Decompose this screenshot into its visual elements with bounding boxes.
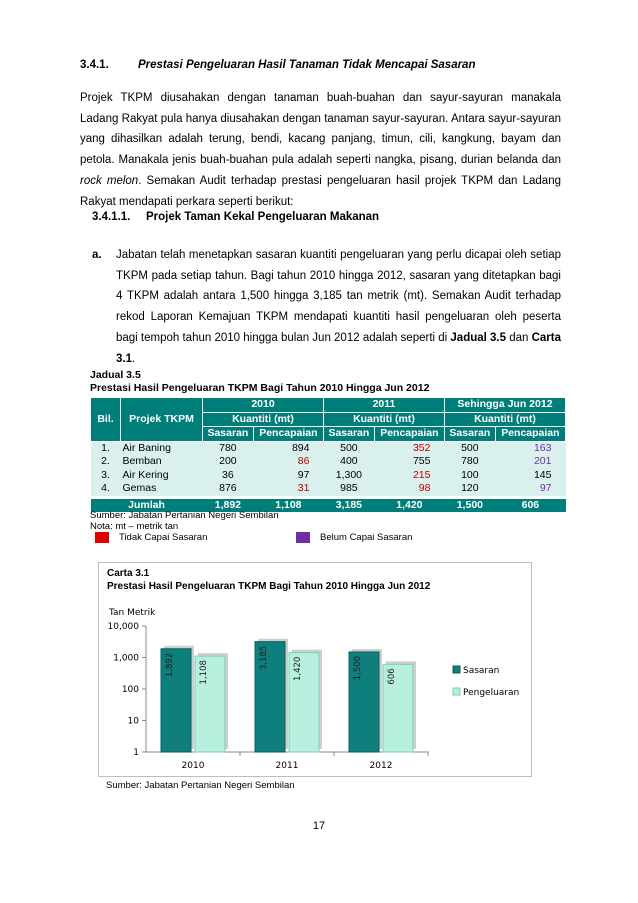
table-notes (90, 510, 279, 532)
chart-title: Prestasi Hasil Pengeluaran TKPM Bagi Tahun 2010 Hingga Jun 2012 (107, 581, 431, 592)
table-cell: 200 (203, 455, 254, 469)
table-label: Jadual 3.5 (90, 369, 141, 381)
table-cell: 894 (253, 441, 323, 455)
item-body (116, 245, 561, 369)
item-letter: a. (92, 249, 102, 261)
header-projek: Projek TKPM (121, 398, 203, 442)
y-tick-label: 100 (121, 685, 139, 695)
table-cell: 876 (203, 482, 254, 497)
row-project-name: Air Baning (121, 441, 203, 455)
table-cell: 31 (253, 482, 323, 497)
table-row (91, 441, 566, 455)
table-note: Nota: mt – metrik tan (90, 521, 179, 532)
header-year: 2011 (323, 398, 444, 413)
data-label: 1,108 (199, 660, 209, 685)
y-tick-label: 1,000 (113, 653, 139, 664)
total-cell: 1,892 (203, 497, 254, 512)
table-cell: 215 (374, 469, 444, 483)
page-number: 17 (312, 820, 326, 832)
y-axis-title: Tan Metrik (109, 608, 156, 618)
header-kuantiti: Kuantiti (mt) (444, 412, 565, 427)
legend-tidak-capai (95, 532, 207, 543)
y-tick-label: 10 (127, 716, 139, 727)
total-cell: 606 (495, 497, 565, 512)
table-cell: 1,300 (323, 469, 374, 483)
total-cell: 3,185 (323, 497, 374, 512)
header-pencapaian: Pencapaian (253, 427, 323, 442)
intro-paragraph (80, 88, 561, 212)
table-row (91, 455, 566, 469)
data-label: 606 (387, 668, 397, 685)
header-sasaran: Sasaran (203, 427, 254, 442)
y-tick-label: 10,000 (107, 622, 139, 632)
header-pencapaian: Pencapaian (495, 427, 565, 442)
data-label: 3,185 (259, 645, 269, 670)
row-project-name: Bemban (121, 455, 203, 469)
data-table (90, 397, 566, 512)
table-cell: 97 (495, 482, 565, 497)
table-cell: 86 (253, 455, 323, 469)
intro-text-1: Projek TKPM diusahakan dengan tanaman buah-buahan dan sayur-sayuran manakala Ladang Rakyat pula hanya diusahakan dengan tanaman sayur-sayuran. Antara sayur-sayuran yang dihasilkan adalah terung, bendi, kacang panjang, timun, cili, kangkung, bayam dan petola. Manakala jenis buah-buahan pula adalah seperti nangka, pisang, durian belanda dan (80, 92, 561, 167)
legend-tidak-capai-label: Tidak Capai Sasaran (119, 532, 208, 543)
table-cell: 100 (444, 469, 495, 483)
subsection-heading (92, 211, 379, 223)
data-label: 1,892 (165, 652, 175, 678)
red-swatch (95, 532, 109, 543)
table-caption (90, 369, 429, 395)
table-cell: 163 (495, 441, 565, 455)
header-sasaran: Sasaran (323, 427, 374, 442)
header-kuantiti: Kuantiti (mt) (203, 412, 324, 427)
item-mid: dan (506, 331, 532, 344)
table-cell: 780 (203, 441, 254, 455)
x-tick-label: 2010 (181, 761, 205, 771)
table-row (91, 482, 566, 497)
table-ref: Jadual 3.5 (450, 331, 507, 344)
section-title: Prestasi Pengeluaran Hasil Tanaman Tidak Mencapai Sasaran (138, 59, 476, 71)
table-row (91, 469, 566, 483)
section-number: 3.4.1. (80, 59, 109, 71)
table-cell: 500 (323, 441, 374, 455)
table-cell: 352 (374, 441, 444, 455)
bar-chart (99, 563, 531, 776)
chart-box (98, 562, 532, 777)
x-tick-label: 2012 (369, 761, 393, 771)
purple-swatch (296, 532, 310, 543)
data-label: 1,420 (293, 656, 303, 682)
row-number: 1. (91, 441, 121, 455)
table-title: Prestasi Hasil Pengeluaran TKPM Bagi Tahun 2010 Hingga Jun 2012 (90, 382, 430, 394)
row-project-name: Gemas (121, 482, 203, 497)
y-tick-label: 1 (133, 748, 139, 758)
chart-source: Sumber: Jabatan Pertanian Negeri Sembilan (106, 780, 295, 791)
table-source: Sumber: Jabatan Pertanian Negeri Sembilan (90, 510, 279, 521)
total-cell: 1,500 (444, 497, 495, 512)
legend-swatch (453, 666, 460, 673)
total-label: Jumlah (91, 497, 203, 512)
header-year: 2010 (203, 398, 324, 413)
intro-text-2: . Semakan Audit terhadap prestasi pengeluaran hasil projek TKPM dan Ladang Rakyat mendapati perkara seperti berikut: (80, 174, 561, 208)
row-project-name: Air Kering (121, 469, 203, 483)
table-cell: 755 (374, 455, 444, 469)
header-pencapaian: Pencapaian (374, 427, 444, 442)
table-cell: 500 (444, 441, 495, 455)
subsection-title: Projek Taman Kekal Pengeluaran Makanan (146, 211, 380, 223)
table-cell: 400 (323, 455, 374, 469)
table-cell: 201 (495, 455, 565, 469)
total-cell: 1,108 (253, 497, 323, 512)
legend-label: Sasaran (463, 666, 500, 676)
table-cell: 36 (203, 469, 254, 483)
header-kuantiti: Kuantiti (mt) (323, 412, 444, 427)
legend-swatch (453, 688, 460, 695)
legend-label: Pengeluaran (463, 688, 520, 698)
item-text: Jabatan telah menetapkan sasaran kuantiti pengeluaran yang perlu dicapai oleh setiap TKPM pada setiap tahun. Bagi tahun 2010 hingga 2012, sasaran yang ditetapkan bagi 4 TKPM adalah antara 1,500 hingga 3,185 tan metrik (mt). Semakan Audit terhadap rekod Laporan Kemajuan TKPM mendapati kuantiti hasil pengeluaran oleh peserta bagi tempoh tahun 2010 hingga bulan Jun 2012 adalah seperti di (116, 249, 561, 344)
table-cell: 780 (444, 455, 495, 469)
chart-label: Carta 3.1 (107, 568, 150, 579)
data-label: 1,500 (353, 655, 363, 681)
row-number: 4. (91, 482, 121, 497)
intro-italic: rock melon (80, 174, 139, 187)
row-number: 3. (91, 469, 121, 483)
table-cell: 97 (253, 469, 323, 483)
x-tick-label: 2011 (275, 761, 299, 771)
item-end: . (132, 352, 136, 365)
row-number: 2. (91, 455, 121, 469)
legend-belum-capai (296, 532, 412, 543)
header-year: Sehingga Jun 2012 (444, 398, 565, 413)
table-cell: 985 (323, 482, 374, 497)
subsection-number: 3.4.1.1. (92, 211, 131, 223)
legend-belum-capai-label: Belum Capai Sasaran (320, 532, 413, 543)
section-heading (80, 59, 475, 71)
chart-ref: Carta 3.1 (116, 331, 562, 365)
item-a (92, 245, 561, 369)
total-cell: 1,420 (374, 497, 444, 512)
table-cell: 120 (444, 482, 495, 497)
table-cell: 145 (495, 469, 565, 483)
header-sasaran: Sasaran (444, 427, 495, 442)
table-cell: 98 (374, 482, 444, 497)
header-bil: Bil. (91, 398, 121, 442)
